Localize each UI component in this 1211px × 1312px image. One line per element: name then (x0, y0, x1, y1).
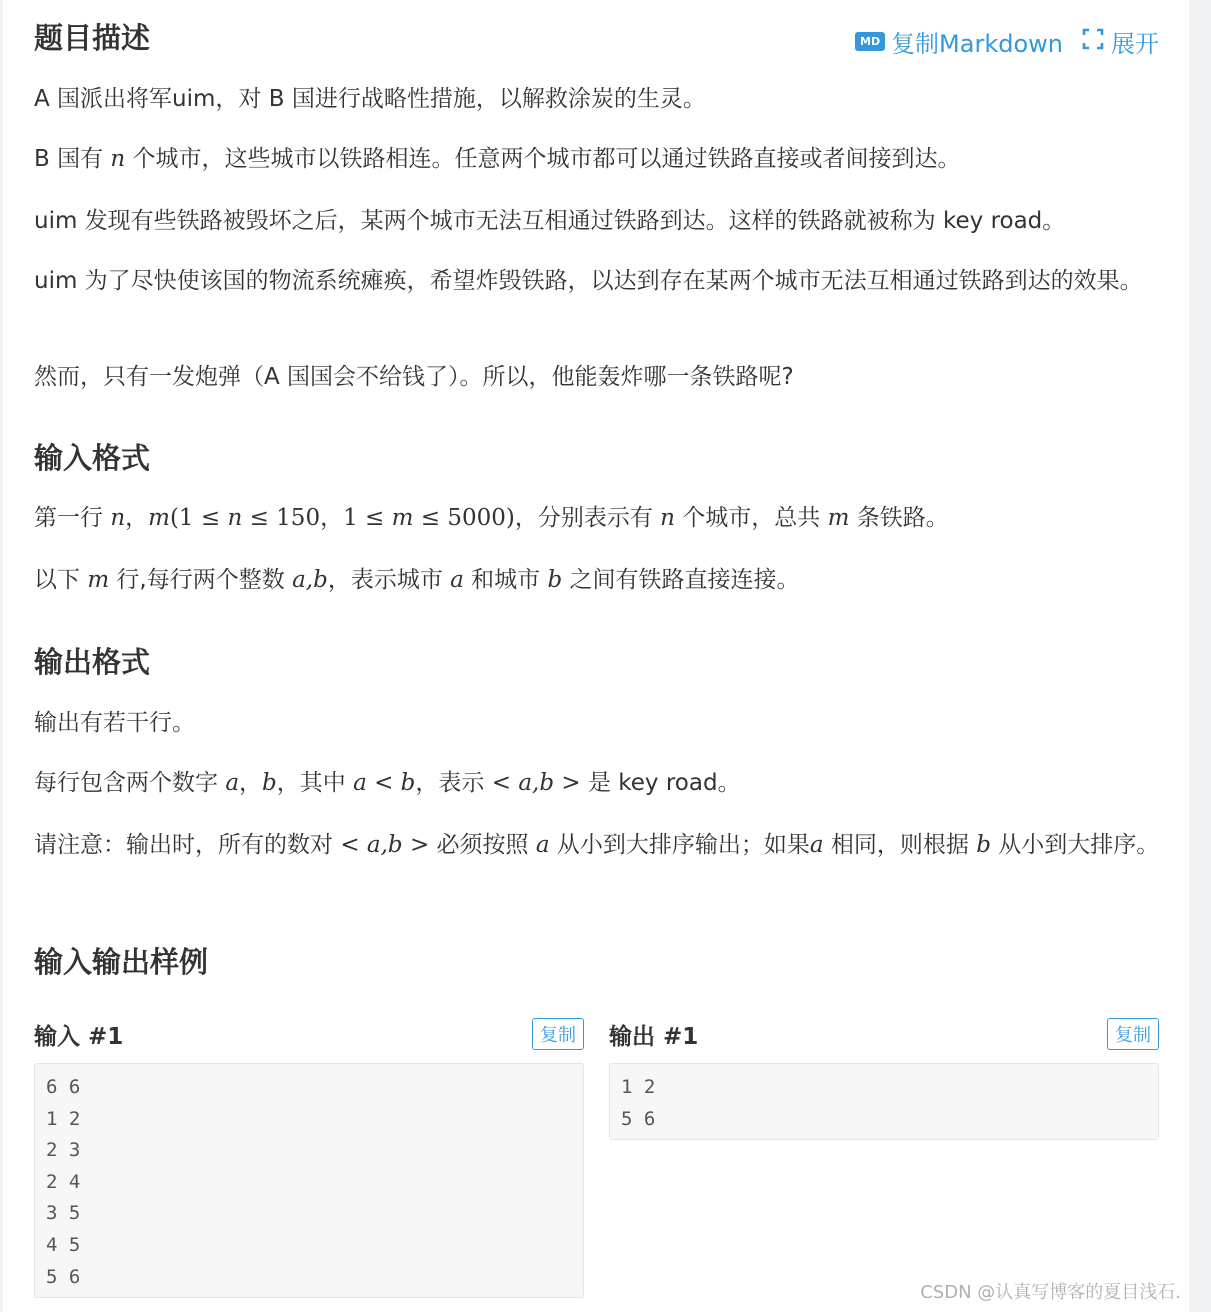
math-a: a (450, 567, 464, 593)
sample-line: 5 6 (621, 1107, 656, 1130)
text: 个城市，总共 (674, 505, 828, 531)
math-m: m (87, 567, 110, 593)
sample-output (609, 1016, 1159, 1298)
sample-output-title: 输出 #1 (609, 1023, 699, 1050)
output-format-line2 (34, 765, 741, 801)
math-a: a (225, 770, 240, 796)
expand-button[interactable] (1081, 24, 1159, 59)
markdown-icon: MD (855, 32, 885, 51)
text: ，其中 (276, 770, 354, 796)
copy-input-button[interactable]: 复制 (532, 1018, 584, 1050)
text: 和城市 (463, 567, 548, 593)
math-m: m (148, 505, 170, 531)
sample-input (34, 1016, 584, 1298)
math-ab: a,b (292, 567, 328, 593)
math-text: ≤ 5000) (413, 505, 515, 531)
math-a: a (535, 832, 550, 858)
text: 必须按照 (429, 832, 536, 858)
text: ，表示城市 (327, 567, 451, 593)
sample-output-header (609, 1016, 1159, 1052)
text: 每行包含两个数字 (34, 770, 226, 796)
description-p1: A 国派出将军uim，对 B 国进行战略性措施，以解救涂炭的生灵。 (34, 86, 706, 112)
math-n: n (660, 505, 675, 531)
math-compare: a < b (353, 770, 416, 796)
sample-line: 1 2 (46, 1107, 81, 1130)
math-b: b (547, 567, 563, 593)
text: 是 key road。 (580, 770, 741, 796)
copy-markdown-button[interactable] (855, 24, 1063, 59)
expand-icon (1081, 27, 1105, 57)
description-p3: uim 发现有些铁路被毁坏之后，某两个城市无法互相通过铁路到达。这样的铁路就被称为 key road。 (34, 208, 1066, 234)
description-p2 (34, 141, 961, 177)
text: ，分别表示有 (514, 505, 661, 531)
math-n: n (227, 505, 243, 531)
sample-line: 6 6 (46, 1076, 81, 1098)
text: 条铁路。 (849, 505, 949, 531)
description-p5: 然而，只有一发炮弹（A 国国会不给钱了）。所以，他能轰炸哪一条铁路呢? (34, 364, 794, 390)
math-m: m (827, 505, 850, 531)
sample-input-header (34, 1016, 584, 1052)
math-b: b (262, 770, 277, 796)
text: ， (239, 770, 263, 796)
sample-line: 2 3 (46, 1139, 81, 1162)
text: 相同，则根据 (823, 832, 977, 858)
sample-line: 3 5 (46, 1202, 81, 1225)
input-format-title: 输入格式 (34, 441, 151, 475)
watermark: CSDN @认真写博客的夏目浅石. (920, 1282, 1181, 1303)
input-format-line1 (34, 500, 949, 536)
copy-markdown-label: 复制Markdown (891, 30, 1063, 58)
description-title: 题目描述 (34, 21, 151, 55)
math-b: b (976, 832, 991, 858)
math-text: ≤ 150 (242, 505, 321, 531)
math-a: a (809, 832, 824, 858)
math-text: (1 ≤ (169, 505, 228, 531)
copy-output-button[interactable]: 复制 (1107, 1018, 1159, 1050)
math-pair: < a,b > (340, 832, 430, 858)
output-format-title: 输出格式 (34, 645, 151, 679)
input-format-line2 (34, 562, 800, 598)
sample-input-box[interactable] (34, 1063, 584, 1298)
text: 以下 (34, 567, 88, 593)
sample-line: 4 5 (46, 1233, 81, 1256)
math-text: 1 ≤ (343, 505, 392, 531)
problem-card (3, 0, 1189, 1312)
samples-row (34, 1016, 1159, 1298)
text: ， (125, 505, 149, 531)
text: 行,每行两个整数 (109, 567, 293, 593)
math-m: m (391, 505, 414, 531)
sample-output-box[interactable] (609, 1063, 1159, 1140)
sample-line: 1 2 (621, 1076, 656, 1098)
text: 第一行 (34, 505, 111, 531)
sample-line: 2 4 (46, 1170, 81, 1193)
math-n: n (110, 146, 126, 172)
output-format-line3 (34, 827, 1162, 863)
text: 请注意：输出时，所有的数对 (34, 832, 341, 858)
text: 从小到大排序输出；如果 (549, 832, 810, 858)
text: B 国有 (34, 146, 111, 172)
text: ，表示 (415, 770, 492, 796)
text: ， (320, 505, 344, 531)
math-pair: < a,b > (491, 770, 581, 796)
text: 个城市，这些城市以铁路相连。任意两个城市都可以通过铁路直接或者间接到达。 (125, 146, 961, 172)
expand-label: 展开 (1111, 30, 1159, 58)
toolbar (855, 24, 1159, 59)
samples-title: 输入输出样例 (34, 945, 209, 979)
output-format-line1: 输出有若干行。 (34, 710, 195, 736)
sample-input-title: 输入 #1 (34, 1023, 124, 1050)
sample-line: 5 6 (46, 1265, 81, 1288)
text: 之间有铁路直接连接。 (562, 567, 800, 593)
math-n: n (110, 505, 126, 531)
text: 从小到大排序。 (990, 832, 1160, 858)
description-p4: uim 为了尽快使该国的物流系统瘫痪，希望炸毁铁路，以达到存在某两个城市无法互相通过铁路到达的效果。 (34, 268, 1143, 294)
